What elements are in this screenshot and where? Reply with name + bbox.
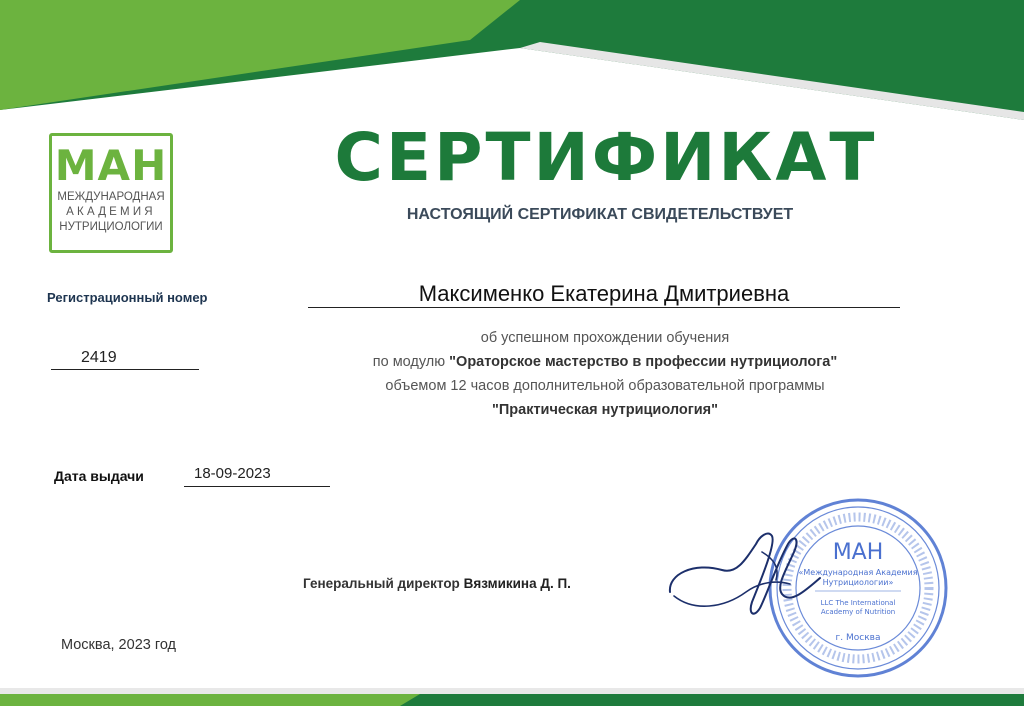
- academy-logo: [49, 133, 173, 253]
- director-title: Генеральный директор: [303, 576, 460, 591]
- bottom-decor-band: [0, 688, 1024, 706]
- certificate-body: [310, 326, 900, 422]
- seal-city: г. Москва: [835, 633, 881, 643]
- body-line-2: [310, 350, 900, 374]
- certificate-subtitle: НАСТОЯЩИЙ СЕРТИФИКАТ СВИДЕТЕЛЬСТВУЕТ: [406, 206, 794, 223]
- module-name: "Ораторское мастерство в профессии нутрициолога": [449, 354, 838, 370]
- program-name: "Практическая нутрициология": [491, 402, 719, 418]
- seal-line-2: Нутрициологии»: [822, 578, 894, 587]
- logo-line-3: НУТРИЦИОЛОГИИ: [59, 221, 163, 233]
- seal-line-3: LLC The International: [820, 599, 896, 607]
- logo-line-2: АКАДЕМИЯ: [66, 206, 156, 218]
- top-decor-band: [0, 0, 1024, 120]
- registration-number: 2419: [51, 348, 199, 370]
- registration-label: Регистрационный номер: [47, 290, 208, 305]
- director-signature: [664, 522, 824, 626]
- director-name: Вязмикина Д. П.: [463, 576, 571, 591]
- recipient-name: Максименко Екатерина Дмитриевна: [308, 282, 900, 308]
- issue-date-label: Дата выдачи: [54, 468, 144, 484]
- seal-line-1: «Международная Академия: [798, 568, 918, 577]
- issue-date-value: 18-09-2023: [184, 464, 330, 487]
- certificate-title: СЕРТИФИКАТ: [334, 119, 878, 196]
- director-line: [303, 575, 571, 593]
- seal-line-4: Academy of Nutrition: [820, 608, 896, 616]
- body-line-1: об успешном прохождении обучения: [480, 330, 730, 346]
- logo-abbreviation: МАН: [54, 141, 168, 190]
- city-year: Москва, 2023 год: [61, 637, 177, 653]
- seal-abbreviation: МАН: [832, 540, 884, 565]
- body-line-2-prefix: по модулю: [372, 354, 446, 370]
- logo-line-1: МЕЖДУНАРОДНАЯ: [57, 191, 165, 203]
- body-line-3: объемом 12 часов дополнительной образовательной программы: [385, 378, 825, 394]
